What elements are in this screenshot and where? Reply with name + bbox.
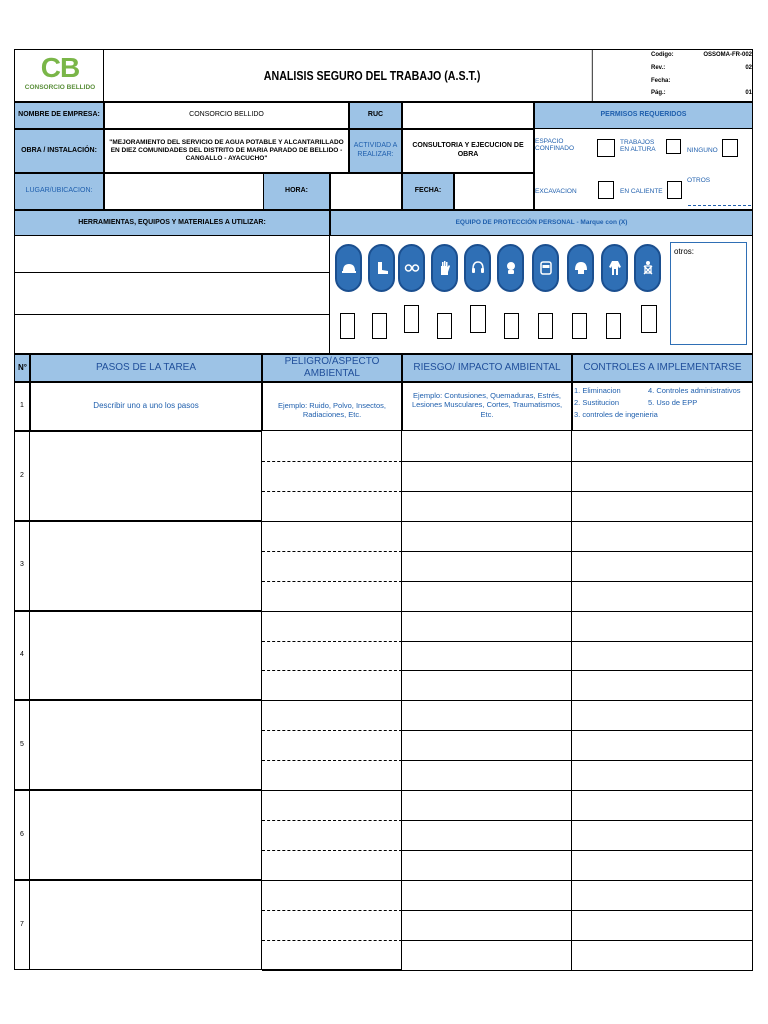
controles-item-4: 4. Controles administrativos	[648, 386, 741, 395]
controles-item-5: 5. Uso de EPP	[648, 398, 698, 407]
row-3-riesgo[interactable]	[402, 521, 572, 611]
permiso-trabajos-checkbox[interactable]	[666, 139, 681, 154]
row-3-num: 3	[14, 521, 30, 611]
empresa-value[interactable]: CONSORCIO BELLIDO	[104, 102, 349, 129]
row-5-pasos[interactable]	[30, 700, 262, 790]
respirator-icon	[497, 244, 524, 292]
herramientas-line-1[interactable]	[14, 236, 330, 273]
hora-value[interactable]	[330, 173, 402, 210]
logo-name: CONSORCIO BELLIDO	[24, 84, 96, 91]
epp-checkbox-7[interactable]	[538, 313, 553, 339]
row-4-sub-line	[262, 641, 402, 642]
epp-checkbox-4[interactable]	[437, 313, 452, 339]
meta-pag-value: 01	[745, 90, 752, 96]
ruc-value[interactable]	[402, 102, 534, 129]
row-7-peligro[interactable]	[262, 880, 402, 970]
epp-title: EQUIPO DE PROTECCIÓN PERSONAL - Marque con (X)	[330, 210, 753, 236]
row-4-riesgo[interactable]	[402, 611, 572, 701]
permiso-otros-label: OTROS	[687, 177, 711, 184]
herramientas-line-2[interactable]	[14, 273, 330, 315]
controles-item-3: 3. controles de ingenieria	[574, 410, 658, 419]
row-1-pasos[interactable]: Describir uno a uno los pasos	[30, 382, 262, 431]
hora-label: HORA:	[263, 173, 330, 210]
welding-helmet-icon	[567, 244, 594, 292]
row-2-sub-line	[402, 491, 753, 492]
permiso-otros-line[interactable]	[688, 205, 751, 206]
permiso-excavacion-checkbox[interactable]	[598, 181, 614, 199]
permisos-title: PERMISOS REQUERIDOS	[534, 102, 753, 129]
company-logo	[20, 52, 100, 98]
row-2-controles[interactable]	[572, 431, 753, 521]
col-num-header: N°	[14, 354, 30, 382]
row-5-num: 5	[14, 700, 30, 790]
controles-item-2: 2. Sustitucion	[574, 398, 620, 407]
row-5-riesgo[interactable]	[402, 700, 572, 790]
row-4-controles[interactable]	[572, 611, 753, 701]
meta-fecha-label: Fecha:	[651, 78, 671, 84]
permiso-ninguno-label: NINGUNO	[687, 147, 718, 154]
table-left-border	[14, 354, 15, 970]
permiso-caliente-label: EN CALIENTE	[620, 188, 663, 195]
epp-checkbox-3[interactable]	[404, 305, 419, 333]
safety-glasses-icon	[398, 244, 425, 292]
permiso-espacio-checkbox[interactable]	[597, 139, 615, 157]
row-4-sub-line	[402, 641, 753, 642]
row-4-peligro[interactable]	[262, 611, 402, 701]
coverall-icon	[601, 244, 628, 292]
meta-codigo-value: OSSOMA-FR-002	[703, 52, 752, 58]
epp-checkbox-9[interactable]	[606, 313, 621, 339]
row-7-riesgo[interactable]	[402, 880, 572, 970]
row-1-num: 1	[14, 382, 30, 431]
epp-checkbox-6[interactable]	[504, 313, 519, 339]
row-6-sub-line	[402, 820, 753, 821]
herramientas-line-3[interactable]	[14, 315, 330, 354]
row-5-sub-line	[262, 760, 402, 761]
ruc-label: RUC	[349, 102, 402, 129]
col-peligro-header: PELIGRO/ASPECTO AMBIENTAL	[262, 354, 402, 382]
row-7-bottom-line	[262, 970, 753, 971]
epp-otros-label: otros:	[674, 247, 695, 256]
row-6-sub-line	[402, 850, 753, 851]
row-3-sub-line	[402, 581, 753, 582]
row-7-sub-line	[402, 910, 753, 911]
meta-codigo-label: Codigo:	[651, 52, 674, 58]
form-title: ANALISIS SEGURO DEL TRABAJO (A.S.T.)	[152, 49, 592, 102]
row-2-riesgo[interactable]	[402, 431, 572, 521]
fecha-label: FECHA:	[402, 173, 454, 210]
row-1-controles[interactable]	[572, 382, 753, 431]
empresa-label: NOMBRE DE EMPRESA:	[14, 102, 104, 129]
actividad-label: ACTIVIDAD A REALIZAR:	[349, 129, 402, 173]
row-3-controles[interactable]	[572, 521, 753, 611]
col-controles-header: CONTROLES A IMPLEMENTARSE	[572, 354, 753, 382]
row-6-riesgo[interactable]	[402, 790, 572, 880]
row-6-peligro[interactable]	[262, 790, 402, 880]
row-2-sub-line	[402, 461, 753, 462]
meta-rev-label: Rev.:	[651, 65, 666, 71]
row-5-sub-line	[402, 730, 753, 731]
col-riesgo-header: RIESGO/ IMPACTO AMBIENTAL	[402, 354, 572, 382]
permiso-ninguno-checkbox[interactable]	[722, 139, 738, 157]
face-shield-icon	[532, 244, 559, 292]
row-2-sub-line	[262, 491, 402, 492]
ear-protection-icon	[464, 244, 491, 292]
safety-boots-icon	[368, 244, 395, 292]
controles-item-1: 1. Eliminacion	[574, 386, 621, 395]
row-6-sub-line	[262, 850, 402, 851]
col-pasos-header: PASOS DE LA TAREA	[30, 354, 262, 382]
epp-otros-box[interactable]	[670, 242, 747, 345]
row-2-peligro[interactable]	[262, 431, 402, 521]
harness-icon	[634, 244, 661, 292]
epp-checkbox-2[interactable]	[372, 313, 387, 339]
row-7-sub-line	[262, 910, 402, 911]
row-7-pasos[interactable]	[30, 880, 262, 970]
row-5-controles[interactable]	[572, 700, 753, 790]
hard-hat-icon	[335, 244, 362, 292]
epp-checkbox-5[interactable]	[470, 305, 486, 333]
obra-label: OBRA / INSTALACIÓN:	[14, 129, 104, 173]
meta-rev-value: 02	[745, 65, 752, 71]
lugar-label: LUGAR/UBICACION:	[14, 173, 104, 210]
row-6-pasos[interactable]	[30, 790, 262, 880]
row-2-num: 2	[14, 431, 30, 521]
gloves-icon	[431, 244, 458, 292]
epp-checkbox-10[interactable]	[641, 305, 657, 333]
row-6-num: 6	[14, 790, 30, 880]
row-1-riesgo[interactable]: Ejemplo: Contusiones, Quemaduras, Estrés, Lesiones Musculares, Cortes, Traumatismos, Etc.	[402, 382, 572, 431]
permiso-trabajos-label: TRABAJOS EN ALTURA	[620, 139, 656, 153]
controles-list-a	[574, 385, 658, 421]
row-7-sub-line	[262, 940, 402, 941]
row-5-sub-line	[402, 760, 753, 761]
controles-list-b	[648, 385, 741, 409]
epp-checkbox-8[interactable]	[572, 313, 587, 339]
fecha-value[interactable]	[454, 173, 534, 210]
row-5-sub-line	[262, 730, 402, 731]
epp-checkbox-1[interactable]	[340, 313, 355, 339]
row-5-peligro[interactable]	[262, 700, 402, 790]
row-7-num: 7	[14, 880, 30, 970]
row-4-pasos[interactable]	[30, 611, 262, 701]
row-3-peligro[interactable]	[262, 521, 402, 611]
row-3-sub-line	[262, 581, 402, 582]
row-4-sub-line	[402, 670, 753, 671]
row-4-sub-line	[262, 670, 402, 671]
permiso-caliente-checkbox[interactable]	[667, 181, 682, 199]
row-3-sub-line	[402, 551, 753, 552]
row-7-sub-line	[402, 940, 753, 941]
permiso-excavacion-label: EXCAVACION	[535, 188, 577, 195]
herramientas-title: HERRAMIENTAS, EQUIPOS Y MATERIALES A UTILIZAR:	[14, 210, 330, 236]
row-3-sub-line	[262, 551, 402, 552]
actividad-value[interactable]: CONSULTORIA Y EJECUCION DE OBRA	[402, 129, 534, 173]
row-2-pasos[interactable]	[30, 431, 262, 521]
row-4-num: 4	[14, 611, 30, 701]
obra-value[interactable]: "MEJORAMIENTO DEL SERVICIO DE AGUA POTABLE Y ALCANTARILLADO EN DIEZ COMUNIDADES DEL DISTRITO DE MARIA PARADO DE BELLIDO - CANGALLO - AYACUCHO"	[104, 129, 349, 173]
row-6-controles[interactable]	[572, 790, 753, 880]
permiso-espacio-label: ESPACIO CONFINADO	[535, 138, 574, 152]
meta-pag-label: Pág.:	[651, 90, 666, 96]
row-1-peligro[interactable]: Ejemplo: Ruido, Polvo, Insectos, Radiaciones, Etc.	[262, 382, 402, 431]
row-6-sub-line	[262, 820, 402, 821]
logo-letters: CB	[40, 52, 80, 83]
row-7-controles[interactable]	[572, 880, 753, 970]
row-2-sub-line	[262, 461, 402, 462]
row-3-pasos[interactable]	[30, 521, 262, 611]
